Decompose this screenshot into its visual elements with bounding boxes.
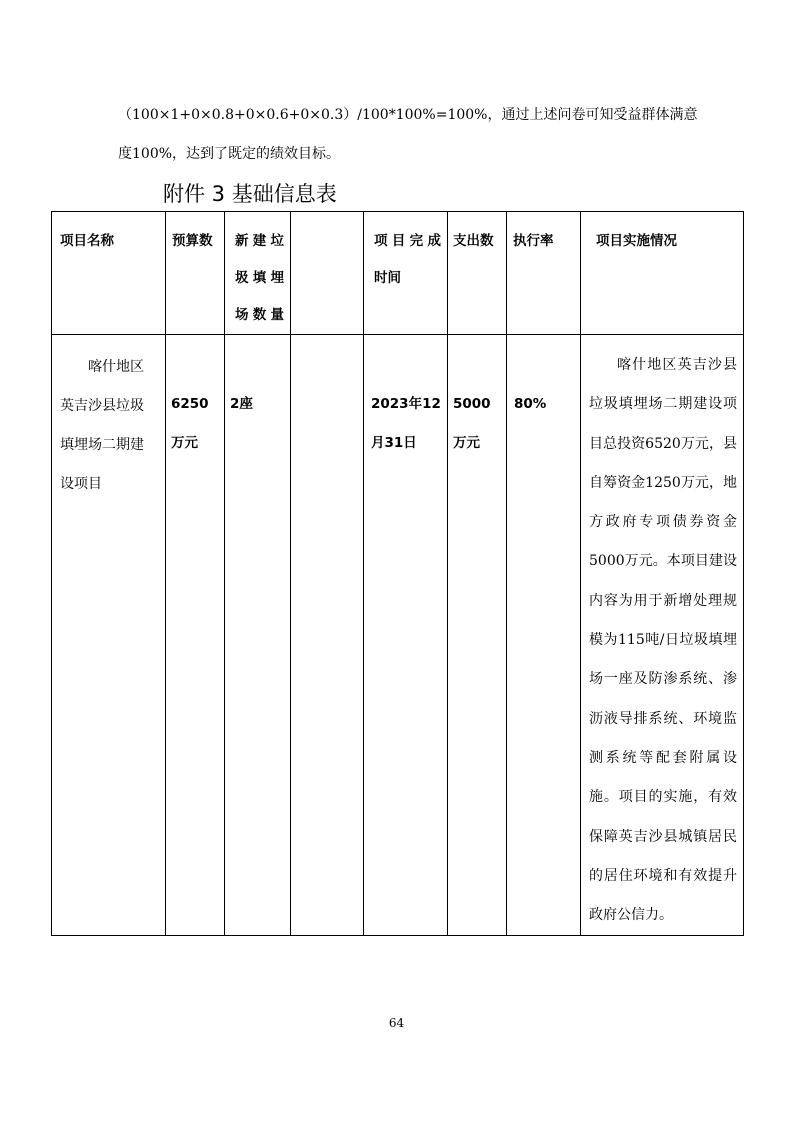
table-header-row	[52, 212, 744, 335]
header-blank	[291, 212, 364, 335]
table-title: 附件 3 基础信息表	[163, 182, 337, 206]
cell-budget: 6250万元	[166, 335, 225, 936]
header-implementation-status: 项目实施情况	[581, 212, 744, 335]
header-budget: 预算数	[166, 212, 225, 335]
header-project-name: 项目名称	[52, 212, 166, 335]
basic-info-table	[51, 211, 744, 936]
cell-project-name: 喀什地区英吉沙县垃圾填埋场二期建设项目	[52, 335, 166, 936]
cell-implementation-status: 喀什地区英吉沙县垃圾填埋场二期建设项目总投资6520万元，县自筹资金1250万元，地方政府专项债券资金5000万元。本项目建设内容为用于新增处理规模为115吨/日垃圾填埋场一座及防渗系统、渗沥液导排系统、环境监测系统等配套附属设施。项目的实施，有效保障英吉沙县城镇居民的居住环境和有效提升政府公信力。	[581, 335, 744, 936]
cell-completion-time: 2023年12月31日	[364, 335, 448, 936]
header-completion-time: 项目完成时间	[364, 212, 448, 335]
header-expenditure: 支出数	[448, 212, 507, 335]
body-text-line-2: 度100%，达到了既定的绩效目标。	[118, 146, 341, 162]
cell-new-landfill-count: 2座	[225, 335, 291, 936]
cell-blank	[291, 335, 364, 936]
body-text-line-1: （100×1+0×0.8+0×0.6+0×0.3）/100*100%=100%，通过上述问卷可知受益群体满意	[118, 107, 698, 123]
header-execution-rate: 执行率	[507, 212, 581, 335]
page-number: 64	[388, 1016, 405, 1030]
cell-execution-rate: 80%	[507, 335, 581, 936]
cell-expenditure: 5000万元	[448, 335, 507, 936]
header-new-landfill-count: 新建垃圾填埋场数量	[225, 212, 291, 335]
table-row	[52, 335, 744, 936]
